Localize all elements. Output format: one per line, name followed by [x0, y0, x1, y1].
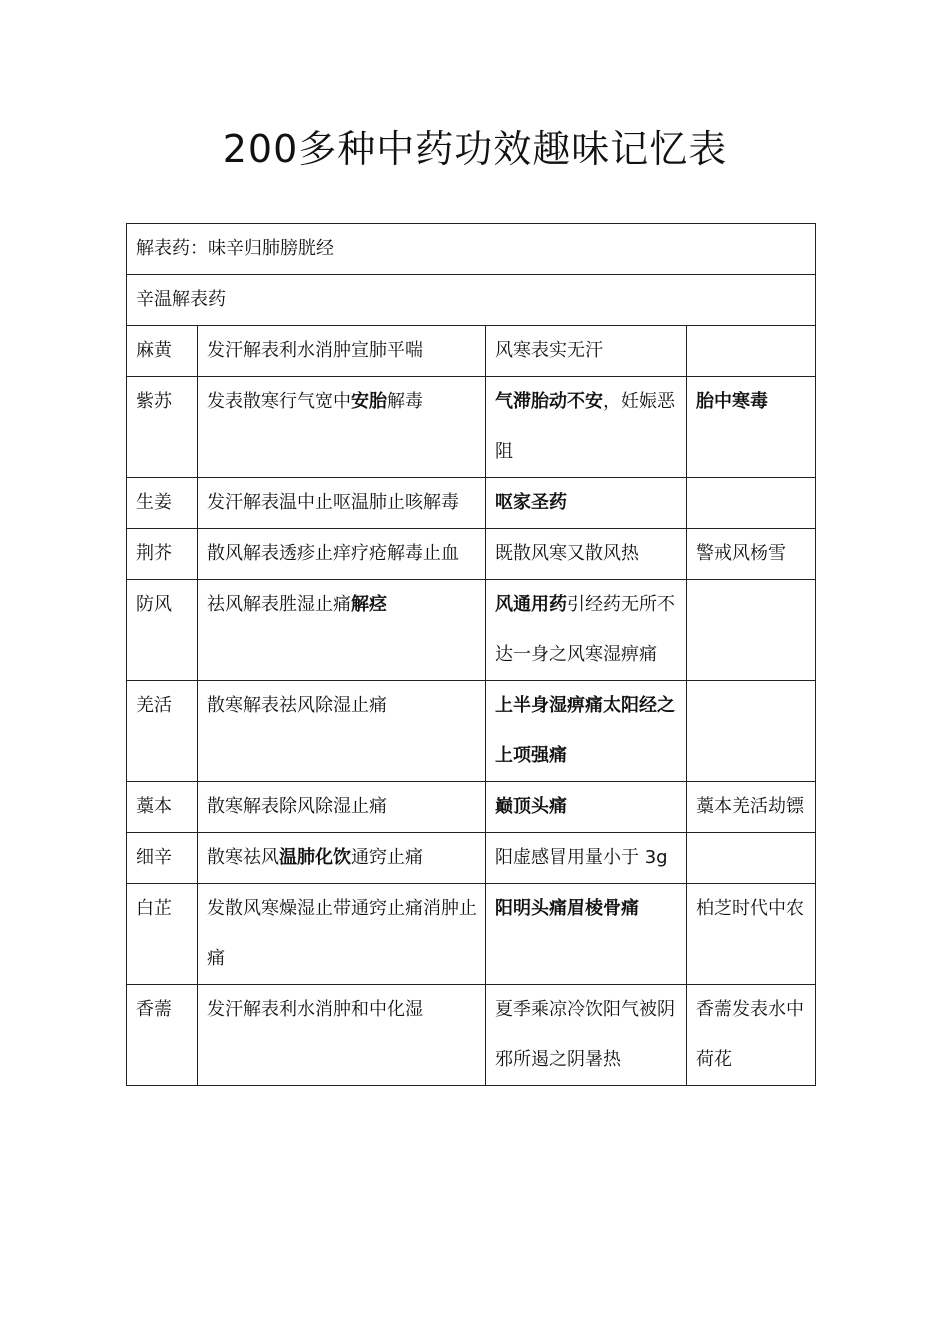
- herb-note: [486, 580, 687, 681]
- herb-name: 荆芥: [127, 529, 198, 580]
- herb-note: [486, 529, 687, 580]
- emphasis-text: 温肺化饮: [279, 847, 351, 868]
- cell-text: 散风解表透疹止痒疗疮解毒止血: [207, 543, 459, 564]
- herb-effect: [198, 529, 486, 580]
- cell-text: ，妊娠恶阻: [495, 391, 675, 462]
- herb-note: [486, 782, 687, 833]
- cell-text: 祛风解表胜湿止痛: [207, 594, 351, 615]
- herb-name: 紫苏: [127, 377, 198, 478]
- herb-row: [127, 884, 816, 985]
- cell-text: 藁本羌活劫镖: [696, 796, 804, 817]
- herb-name: 羌活: [127, 681, 198, 782]
- cell-text: 发汗解表利水消肿宣肺平喘: [207, 340, 423, 361]
- herb-effect: [198, 326, 486, 377]
- subsection-header: 辛温解表药: [127, 275, 816, 326]
- herb-row: [127, 782, 816, 833]
- herb-note: [486, 478, 687, 529]
- herb-name: 麻黄: [127, 326, 198, 377]
- cell-text: 散寒解表祛风除湿止痛: [207, 695, 387, 716]
- emphasis-text: 气滞胎动不安: [495, 391, 603, 412]
- herb-mnemonic: [687, 580, 816, 681]
- herb-mnemonic: [687, 782, 816, 833]
- cell-text: 既散风寒又散风热: [495, 543, 639, 564]
- herb-effect: [198, 782, 486, 833]
- herb-row: [127, 377, 816, 478]
- cell-text: 发表散寒行气宽中: [207, 391, 351, 412]
- cell-text: 发汗解表温中止呕温肺止咳解毒: [207, 492, 459, 513]
- herb-row: [127, 580, 816, 681]
- herb-row: [127, 529, 816, 580]
- herb-row: [127, 326, 816, 377]
- herb-note: [486, 985, 687, 1086]
- herb-mnemonic: [687, 681, 816, 782]
- herb-effect: [198, 681, 486, 782]
- cell-text: 解毒: [387, 391, 423, 412]
- emphasis-text: 风通用药: [495, 594, 567, 615]
- cell-text: 柏芝时代中农: [696, 898, 804, 919]
- herb-effect: [198, 985, 486, 1086]
- herb-effect: [198, 377, 486, 478]
- herb-note: [486, 884, 687, 985]
- herb-note: [486, 681, 687, 782]
- herb-mnemonic: [687, 985, 816, 1086]
- herb-effect: [198, 580, 486, 681]
- herb-effect: [198, 478, 486, 529]
- page-title: 200多种中药功效趣味记忆表: [222, 127, 728, 171]
- herb-effect: [198, 833, 486, 884]
- herb-mnemonic: [687, 529, 816, 580]
- herb-row: [127, 833, 816, 884]
- herb-note: [486, 326, 687, 377]
- herb-row: [127, 985, 816, 1086]
- cell-text: 警戒风杨雪: [696, 543, 786, 564]
- cell-text: 夏季乘凉冷饮阳气被阴邪所遏之阴暑热: [495, 999, 675, 1070]
- herb-row: [127, 681, 816, 782]
- herb-mnemonic: [687, 478, 816, 529]
- emphasis-text: 上半身湿痹痛太阳经之上项强痛: [495, 695, 675, 766]
- herb-mnemonic: [687, 326, 816, 377]
- section-header: 解表药：味辛归肺膀胱经: [127, 224, 816, 275]
- herb-name: 生姜: [127, 478, 198, 529]
- cell-text: 发汗解表利水消肿和中化湿: [207, 999, 423, 1020]
- emphasis-text: 胎中寒毒: [696, 391, 768, 412]
- cell-text: 阳虚感冒用量小于 3g: [495, 847, 668, 868]
- herb-table: [126, 223, 816, 1086]
- herb-mnemonic: [687, 377, 816, 478]
- herb-name: 防风: [127, 580, 198, 681]
- cell-text: 风寒表实无汗: [495, 340, 603, 361]
- cell-text: 散寒祛风: [207, 847, 279, 868]
- herb-mnemonic: [687, 833, 816, 884]
- subsection-header-row: [127, 275, 816, 326]
- herb-name: 藁本: [127, 782, 198, 833]
- cell-text: 香薷发表水中荷花: [696, 999, 804, 1070]
- cell-text: 引经药无所不达一身之风寒湿痹痛: [495, 594, 675, 665]
- cell-text: 通窍止痛: [351, 847, 423, 868]
- herb-row: [127, 478, 816, 529]
- emphasis-text: 安胎: [351, 391, 387, 412]
- emphasis-text: 呕家圣药: [495, 492, 567, 513]
- herb-name: 细辛: [127, 833, 198, 884]
- herb-effect: [198, 884, 486, 985]
- emphasis-text: 巅顶头痛: [495, 796, 567, 817]
- herb-table-body: [127, 224, 816, 1086]
- herb-note: [486, 833, 687, 884]
- herb-mnemonic: [687, 884, 816, 985]
- herb-note: [486, 377, 687, 478]
- herb-name: 香薷: [127, 985, 198, 1086]
- emphasis-text: 阳明头痛眉棱骨痛: [495, 898, 639, 919]
- cell-text: 散寒解表除风除湿止痛: [207, 796, 387, 817]
- herb-name: 白芷: [127, 884, 198, 985]
- cell-text: 发散风寒燥湿止带通窍止痛消肿止痛: [207, 898, 477, 969]
- section-header-row: [127, 224, 816, 275]
- emphasis-text: 解痉: [351, 594, 387, 615]
